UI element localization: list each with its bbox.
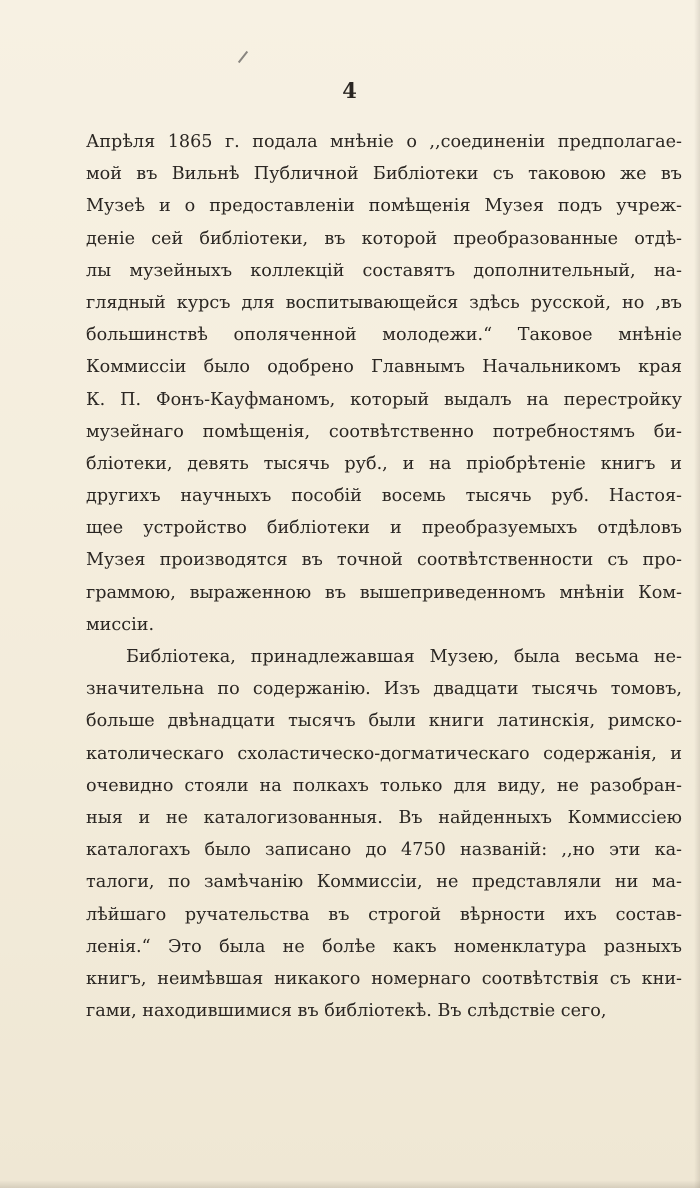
text-line: ленія.“ Это была не болѣе какъ номенклатура разныхъ <box>86 936 682 957</box>
text-line: лѣйшаго ручательства въ строгой вѣрности ихъ состав- <box>86 904 682 925</box>
text-line: миссіи. <box>86 614 155 635</box>
text-line: значительна по содержанію. Изъ двадцати тысячь томовъ, <box>86 679 682 700</box>
text-line: очевидно стояли на полкахъ только для виду, не разобран- <box>86 775 682 796</box>
text-line: другихъ научныхъ пособій восемь тысячь руб. Настоя- <box>86 486 682 507</box>
pencil-mark <box>238 51 248 63</box>
text-line: бліотеки, девять тысячь руб., и на пріобрѣтеніе книгъ и <box>86 453 682 474</box>
text-line: Музея производятся въ точной соотвѣтственности съ про- <box>86 550 682 571</box>
text-line: книгъ, неимѣвшая никакого номернаго соотвѣтствія съ кни- <box>86 968 682 989</box>
text-line: гами, находившимися въ библіотекѣ. Въ слѣдствіе сего, <box>86 1001 607 1022</box>
text-line: большинствѣ ополяченной молодежи.“ Таковое мнѣніе <box>86 325 682 346</box>
text-line: граммою, выраженною въ вышеприведенномъ мнѣніи Ком- <box>86 582 682 603</box>
body-text <box>86 126 682 1027</box>
text-line: каталогахъ было записано до 4750 названій: ,,но эти ка- <box>86 840 682 861</box>
page-bottom-shadow <box>0 1180 700 1188</box>
text-line: глядный курсъ для воспитывающейся здѣсь русской, но ,въ <box>86 292 682 313</box>
text-line: Коммиссіи было одобрено Главнымъ Начальникомъ края <box>86 357 682 378</box>
text-line: Музеѣ и о предоставленіи помѣщенія Музея подъ учреж- <box>86 196 682 217</box>
text-line: К. П. Фонъ-Кауфманомъ, который выдалъ на перестройку <box>86 389 682 410</box>
text-line: больше двѣнадцати тысячъ были книги латинскія, римско- <box>86 711 682 732</box>
text-line: Апрѣля 1865 г. подала мнѣніе о ,,соединеніи предполагае- <box>86 132 682 152</box>
page-number: 4 <box>342 78 358 103</box>
text-line: Библіотека, принадлежавшая Музею, была весьма не- <box>126 647 682 667</box>
text-line: щее устройство библіотеки и преобразуемыхъ отдѣловъ <box>86 518 682 539</box>
text-line: талоги, по замѣчанію Коммиссіи, не представляли ни ма- <box>86 872 682 893</box>
text-line: лы музейныхъ коллекцій составятъ дополнительный, на- <box>86 260 682 281</box>
text-line: деніе сей библіотеки, въ которой преобразованные отдѣ- <box>86 228 682 249</box>
text-line: музейнаго помѣщенія, соотвѣтственно потребностямъ би- <box>86 421 682 442</box>
text-line: католическаго схоластическо-догматическаго содержанія, и <box>86 743 682 764</box>
text-line: ныя и не каталогизованныя. Въ найденныхъ Коммиссіею <box>86 807 682 828</box>
text-line: мой въ Вильнѣ Публичной Библіотеки съ таковою же въ <box>86 164 682 185</box>
paragraph <box>86 641 682 1027</box>
paragraph <box>86 126 682 641</box>
page-edge-shadow <box>694 0 700 1188</box>
